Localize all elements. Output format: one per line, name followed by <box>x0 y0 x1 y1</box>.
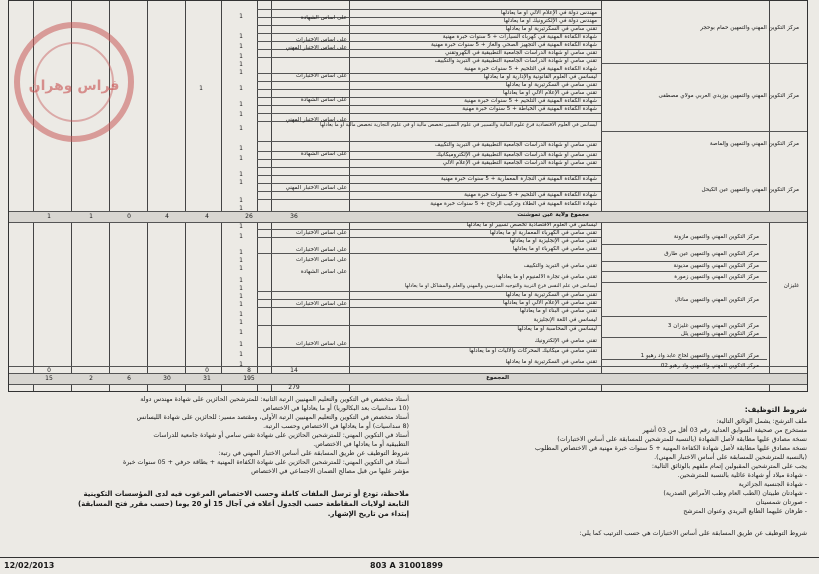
total-cell: 15 <box>45 375 53 382</box>
count-cell: 1 <box>239 249 243 256</box>
centre-name: مركز التكوين المهني والتمهين عين طارق <box>664 251 759 257</box>
count-cell: 1 <box>239 233 243 240</box>
stamp-seal <box>14 22 134 142</box>
specialty: تقني سامي في السكرتيرية أو ما يعادلها <box>505 82 597 88</box>
right-line: نسخة مصادق عليها مطابقة لأصل شهادة الكفاءة المهنية + 5 سنوات خبرة مهنية في الاختصاص المطلوب <box>535 445 807 452</box>
centre-name: مركز التكوين المهني والتمهين مازونة <box>673 234 759 240</box>
centre-name: مركز التكوين المهني والتمهين ساتال <box>674 297 759 303</box>
count-cell: 1 <box>239 223 243 230</box>
subtotal-cell: 14 <box>290 367 298 374</box>
count-cell: 1 <box>239 351 243 358</box>
total-cell: 4 <box>205 213 209 220</box>
total-cell: 195 <box>243 375 255 382</box>
right-line: - شهادة ميلاد أو شهادة عائلية بالنسبة للمترشحين. <box>677 472 807 479</box>
specialty: تقني سامي في البناء أو ما يعادلها <box>519 308 597 314</box>
centre-name: مركز التكوين المهني والتمهين بوزيدي العربي مولاي مصطفى <box>658 93 799 99</box>
count-cell: 1 <box>239 69 243 76</box>
subtotal-cell: 0 <box>205 367 209 374</box>
count-cell: 1 <box>239 319 243 326</box>
centre-name: مركز التكوين المهني والتمهين زمورة <box>674 274 759 280</box>
stamp-text: فراس وهران <box>28 78 120 94</box>
count-cell: 1 <box>239 61 243 68</box>
specialty: تقني سامي في الكهرباء المعمارية أو ما يعادلها <box>489 230 597 236</box>
total-cell: 31 <box>203 375 211 382</box>
centre-name: مركز التكوين المهني والتمهين واد رهيو 02 <box>660 363 759 369</box>
count-cell: 1 <box>239 265 243 272</box>
condition-line: مؤشر عليها من قبل مصالح الضمان الاجتماعي في الاختصاص <box>251 468 409 475</box>
count-cell: 1 <box>239 171 243 178</box>
condition-line: التطبيقية أو ما يعادلها في الاختصاص. <box>313 441 409 448</box>
centre-name: مركز التكوين المهني والتمهين مديونة <box>673 263 759 269</box>
total-cell: 30 <box>163 375 171 382</box>
specialty: ليسانس في علم النفس فرع التربية والتوجيه المدرسي والمهني والعلم والمشاكل أو ما يعادلها <box>404 283 597 289</box>
wilaya-label: غليزان <box>783 283 799 289</box>
specialty: ليسانس في اللغة الإنجليزية <box>533 317 597 323</box>
specialty: ليسانس في العلوم الاقتصادية فرع علوم المالية والتسيير في علوم التسيير تخصص مالية أو في علوم التجارية تخصص مالية أو ما يعادلها <box>319 122 597 128</box>
conditions-title: شروط التوظيف: <box>744 405 807 414</box>
specialty: مهندس دولة في الإلكترونيك أو ما يعادلها <box>503 18 597 24</box>
count-cell: 1 <box>239 155 243 162</box>
count-cell: 1 <box>239 197 243 204</box>
condition-line: أستاذ في التكوين المهني: للمترشحين الحائزين على شهادة الكفاءة المهنية + بطاقة حرفي + 05 سنوات خبرة <box>122 459 409 466</box>
basis-label: على أساس الشهادة <box>300 97 347 103</box>
specialty: شهادة الكفاءة المهنية في الخياطة + 5 سنوات خبرة مهنية <box>462 106 597 112</box>
count-cell: 1 <box>239 85 243 92</box>
note-line: إبتداء من تاريخ الإشهار. <box>327 510 409 518</box>
right-line: - شهادة الجنسية الجزائرية <box>738 481 807 488</box>
note-line: ملاحظة، تودع أو ترسل الملفات كاملة وحسب الاختصاص المرغوب فيه لدى المؤسسات التكوينية <box>83 490 409 498</box>
basis-label: على أساس الاختبار المهني <box>285 185 347 191</box>
specialty: تقني سامي في الكهرباء أو ما يعادلها <box>512 246 597 252</box>
centre-name: مركز التكوين المهني والتمهين لحاج عابد واد رهيو 1 <box>640 353 759 359</box>
right-line: (بالنسبة للمترشحين للمسابقة على أساس الاختبار المهني). <box>654 454 807 461</box>
basis-label: على أساس الاختبارات <box>296 230 347 236</box>
basis-label: على أساس الاختبارات <box>296 341 347 347</box>
count-cell: 1 <box>199 85 203 92</box>
specialty: تقني سامي في الإنجليزية أو ما يعادلها <box>509 238 597 244</box>
centre-name: مركز التكوين المهني والتمهين حمام بوحجر <box>700 25 799 31</box>
count-cell: 1 <box>239 301 243 308</box>
basis-label: على أساس الاختبارات <box>296 37 347 43</box>
subtotal-cell: 8 <box>247 367 251 374</box>
specialty: تقني سامي في السكرتيرية أو ما يعادلها <box>505 292 597 298</box>
right-line: شروط التوظيف عن طريق المسابقة على أساس الاختبارات هي حسب الترتيب كما يلي: <box>579 530 807 537</box>
total-cell: 6 <box>127 375 131 382</box>
basis-label: على أساس الاختبارات <box>296 257 347 263</box>
specialty: تقني سامي أو شهادة الدراسات الجامعية التطبيقية في الكهروتقني <box>445 50 597 56</box>
specialty: تقني سامي أو شهادة الدراسات الجامعية التطبيقية في الإلكتروميكانيك <box>436 152 597 158</box>
basis-label: على أساس الاختبارات <box>296 301 347 307</box>
specialty: تقني سامي في تجارة الألمنيوم أو ما يعادلها <box>497 274 597 280</box>
right-line: نسخة مصادق عليها مطابقة لأصل الشهادة (بالنسبة للمترشحين للمسابقة على أساس الاختبارات) <box>557 436 807 443</box>
count-cell: 1 <box>239 13 243 20</box>
count-cell: 1 <box>239 125 243 132</box>
specialty: شهادة الكفاءة المهنية في التلحيم + 5 سنوات خبرة مهنية <box>464 98 597 104</box>
total-cell: 0 <box>127 213 131 220</box>
specialty: تقني سامي أو شهادة الدراسات الجامعية التطبيقية في التبريد والتكييف <box>434 142 597 148</box>
specialty: تقني سامي أو شهادة الدراسات الجامعية التطبيقية في الإعلام الآلي <box>442 160 597 166</box>
count-cell: 1 <box>239 293 243 300</box>
specialty: شهادة الكفاءة المهنية في كهرباء السيارات + 5 سنوات خبرة مهنية <box>442 34 597 40</box>
footer-code: 803 A 31001899 <box>370 561 443 570</box>
count-cell: 1 <box>239 101 243 108</box>
count-cell: 1 <box>239 205 243 212</box>
specialty: تقني سامي في الإعلام الآلي أو ما يعادلها <box>503 90 597 96</box>
page-footer <box>0 557 819 574</box>
specialty: تقني سامي أو شهادة الدراسات الجامعية التطبيقية في التبريد والتكييف <box>434 58 597 64</box>
basis-label: على أساس الشهادة <box>300 15 347 21</box>
specialty: تقني سامي في الإلكترونيك <box>534 338 597 344</box>
count-cell: 1 <box>239 53 243 60</box>
count-cell: 1 <box>239 33 243 40</box>
specialty: شهادة الكفاءة المهنية في النجارة المعمارية + 5 سنوات خبرة مهنية <box>440 176 597 182</box>
condition-line: أستاذ متخصص في التكوين والتعليم المهنيين الرتبة الأولى، ومقتصد مسير: للحائزين على شهادة الليسانس <box>136 414 409 421</box>
count-cell: 1 <box>239 285 243 292</box>
specialty: تقني سامي في ميكانيك المحركات والآليات أو ما يعادلها <box>469 348 597 354</box>
count-cell: 1 <box>239 257 243 264</box>
specialty: شهادة الكفاءة المهنية في الطلاء وتركيب الزجاج + 5 سنوات خبرة مهنية <box>430 201 597 207</box>
centre-name: مركز التكوين المهني والتمهين يلل <box>680 331 759 337</box>
centre-name: مركز التكوين المهني والتمهين وإلماصة <box>709 141 799 147</box>
right-line: ملف الترشح: يشمل الوثائق التالية: <box>716 418 807 425</box>
specialty: تقني سامي في الإعلام الآلي أو ما يعادلها <box>503 300 597 306</box>
centre-name: مركز التكوين المهني والتمهين عين الكيحل <box>701 187 799 193</box>
count-cell: 1 <box>239 311 243 318</box>
condition-line: (10 سداسيات بعد البكالوريا) أو ما يعادلها في الاختصاص <box>263 405 409 412</box>
specialty: شهادة الكفاءة المهنية في التلحيم + 5 سنوات خبرة مهنية <box>464 192 597 198</box>
specialty: تقني سامي في السكرتيرية أو ما يعادلها <box>505 26 597 32</box>
condition-line: أستاذ في التكوين المهني: للمترشحين الحائزين على شهادة تقني سامي أو شهادة جامعية للدراسات <box>153 432 409 439</box>
basis-label: على أساس الشهادة <box>300 269 347 275</box>
count-cell: 1 <box>239 329 243 336</box>
count-cell: 1 <box>239 341 243 348</box>
condition-line: (8 سداسيات) أو ما يعادلها في الاختصاص وحسب الرتبة. <box>263 423 409 430</box>
basis-label: على أساس الشهادة <box>300 151 347 157</box>
count-cell: 1 <box>239 145 243 152</box>
count-cell: 1 <box>239 43 243 50</box>
total-cell: 4 <box>165 213 169 220</box>
right-line: - شهادتان طبيتان (الطب العام وطب الأمراض الصدرية) <box>663 490 807 497</box>
specialty: تقني سامي في السكرتيرية أو ما يعادلها <box>505 359 597 365</box>
right-line: مستخرج من صحيفة السوابق العدلية رقم 03 أقل من 03 أشهر <box>642 427 807 434</box>
count-cell: 1 <box>239 111 243 118</box>
footer-date: 12/02/2013 <box>4 561 55 570</box>
specialty: ليسانس في العلوم الاقتصادية تخصص تسيير أو ما يعادلها <box>466 222 597 228</box>
specialty: مهندس دولة في الإعلام الآلي أو ما يعادلها <box>500 10 597 16</box>
subtotal-cell: 0 <box>47 367 51 374</box>
specialty: ليسانس في المحاسبة أو ما يعادلها <box>517 326 597 332</box>
total-cell: 36 <box>290 213 298 220</box>
specialty: تقني سامي في التبريد والتكييف <box>523 263 597 269</box>
basis-label: على أساس الاختبار المهني <box>285 117 347 123</box>
total-cell: 1 <box>47 213 51 220</box>
right-line: يجب على المترشحين المقبولين إتمام ملفهم بالوثائق التالية: <box>651 463 807 470</box>
total-label: المجموع <box>486 375 509 381</box>
total-cell: 1 <box>89 213 93 220</box>
specialty: شهادة الكفاءة المهنية في التلحيم + 5 سنوات خبرة مهنية <box>464 66 597 72</box>
count-cell: 1 <box>239 361 243 368</box>
right-line: - ظرفان عليهما الطابع البريدي وعنوان المترشح <box>683 508 807 515</box>
right-line: - صورتان شمسيتان <box>755 499 807 506</box>
basis-label: على أساس الاختبارات <box>296 247 347 253</box>
basis-label: على أساس الاختبارات <box>296 73 347 79</box>
basis-label: على أساس الاختبار المهني <box>285 45 347 51</box>
condition-line: شروط التوظيف عن طريق المسابقة على أساس الاختبار المهني في رتبة: <box>218 450 409 457</box>
specialty: ليسانس في العلوم القانونية والإدارية أو ما يعادلها <box>483 74 597 80</box>
specialty: شهادة الكفاءة المهنية في التجهيز الصحي والغاز + 5 سنوات خبرة مهنية <box>431 42 597 48</box>
note-line: التابعة لولايات المقاطعة حسب الجدول أعلاه في آجال 15 أو 20 يوما (حسب مقرر فتح المسابقة) <box>78 500 409 508</box>
count-cell: 1 <box>239 179 243 186</box>
count-cell: 1 <box>239 277 243 284</box>
total-cell: 279 <box>288 384 300 391</box>
centre-name: مركز التكوين المهني والتمهين غليزان 3 <box>667 323 759 329</box>
total-cell: 2 <box>89 375 93 382</box>
condition-line: أستاذ متخصص في التكوين والتعليم المهنيين الرتبة الثانية: للمترشحين الحائزين على شهادة مهندس دولة <box>140 396 409 403</box>
section-label: مجموع ولاية عين تموشنت <box>517 212 589 218</box>
total-cell: 26 <box>245 213 253 220</box>
